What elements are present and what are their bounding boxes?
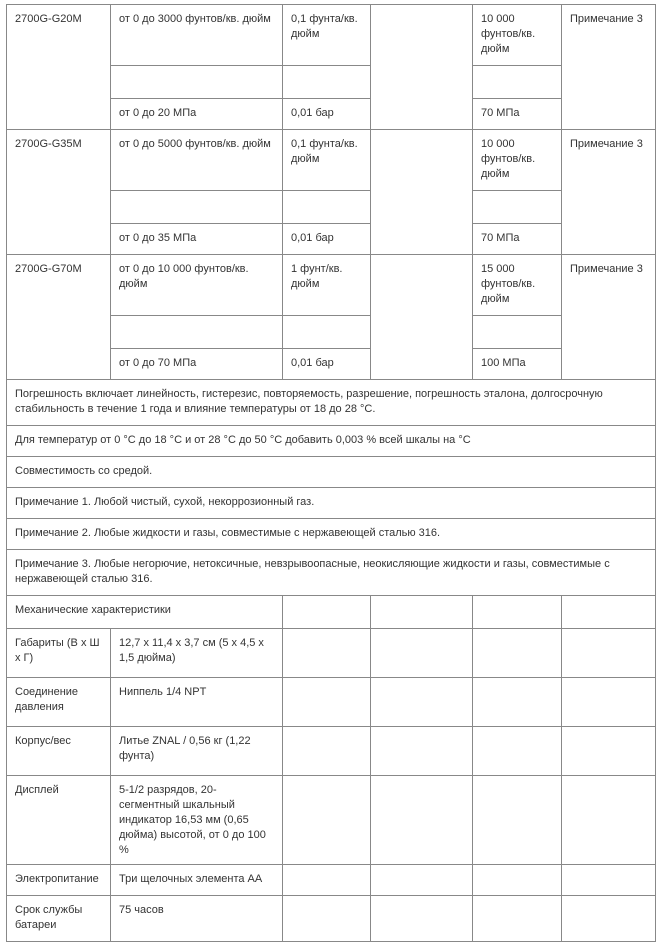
mechanical-header-row xyxy=(7,596,656,629)
empty-cell xyxy=(111,316,283,349)
empty-cell xyxy=(473,776,562,865)
empty-cell xyxy=(283,727,371,776)
empty-cell xyxy=(371,5,473,130)
psi-range: от 0 до 3000 фунтов/кв. дюйм xyxy=(111,5,283,66)
media-note: Примечание 3 xyxy=(562,5,656,130)
empty-cell xyxy=(473,596,562,629)
note-row xyxy=(7,519,656,550)
accuracy-note: Погрешность включает линейность, гистерезис, повторяемость, разрешение, погрешность эталона, долгосрочную стабильность в течение 1 года и влияние температуры от 18 до 28 °C. xyxy=(7,380,656,426)
psi-resolution: 1 фунт/кв. дюйм xyxy=(283,255,371,316)
empty-cell xyxy=(562,629,656,678)
mechanical-row xyxy=(7,678,656,727)
empty-cell xyxy=(473,727,562,776)
spec-label: Электропитание xyxy=(7,865,111,896)
note-row xyxy=(7,550,656,596)
spec-value: Литье ZNAL / 0,56 кг (1,22 фунта) xyxy=(111,727,283,776)
psi-resolution: 0,1 фунта/кв. дюйм xyxy=(283,130,371,191)
note-row xyxy=(7,488,656,519)
temperature-note: Для температур от 0 °C до 18 °C и от 28 °C до 50 °C добавить 0,003 % всей шкалы на °C xyxy=(7,426,656,457)
mpa-burst: 70 МПа xyxy=(473,99,562,130)
mpa-resolution: 0,01 бар xyxy=(283,99,371,130)
empty-cell xyxy=(283,191,371,224)
empty-cell xyxy=(473,896,562,942)
spec-value: Три щелочных элемента AA xyxy=(111,865,283,896)
empty-cell xyxy=(562,727,656,776)
mechanical-row xyxy=(7,727,656,776)
media-compatibility-note: Совместимость со средой. xyxy=(7,457,656,488)
mechanical-row xyxy=(7,896,656,942)
spec-value: 75 часов xyxy=(111,896,283,942)
psi-resolution: 0,1 фунта/кв. дюйм xyxy=(283,5,371,66)
note-1: Примечание 1. Любой чистый, сухой, некоррозионный газ. xyxy=(7,488,656,519)
note-2: Примечание 2. Любые жидкости и газы, совместимые с нержавеющей сталью 316. xyxy=(7,519,656,550)
psi-burst: 15 000 фунтов/кв. дюйм xyxy=(473,255,562,316)
empty-cell xyxy=(371,896,473,942)
spec-value: 5-1/2 разрядов, 20-сегментный шкальный индикатор 16,53 мм (0,65 дюйма) высотой, от 0 до 100 % xyxy=(111,776,283,865)
media-note: Примечание 3 xyxy=(562,130,656,255)
empty-cell xyxy=(283,896,371,942)
note-3: Примечание 3. Любые негорючие, нетоксичные, невзрывоопасные, неокисляющие жидкости и газы, совместимые с нержавеющей сталью 316. xyxy=(7,550,656,596)
empty-cell xyxy=(283,316,371,349)
spec-label: Соединение давления xyxy=(7,678,111,727)
spec-label: Дисплей xyxy=(7,776,111,865)
empty-cell xyxy=(562,678,656,727)
psi-burst: 10 000 фунтов/кв. дюйм xyxy=(473,5,562,66)
empty-cell xyxy=(371,776,473,865)
mpa-resolution: 0,01 бар xyxy=(283,349,371,380)
empty-cell xyxy=(473,191,562,224)
empty-cell xyxy=(473,678,562,727)
empty-cell xyxy=(371,865,473,896)
empty-cell xyxy=(562,776,656,865)
model-row xyxy=(7,5,656,66)
mechanical-row xyxy=(7,776,656,865)
media-note: Примечание 3 xyxy=(562,255,656,380)
mechanical-row xyxy=(7,629,656,678)
model-name: 2700G-G70M xyxy=(7,255,111,380)
model-row xyxy=(7,130,656,191)
model-name: 2700G-G20M xyxy=(7,5,111,130)
mpa-burst: 70 МПа xyxy=(473,224,562,255)
empty-cell xyxy=(283,865,371,896)
empty-cell xyxy=(283,629,371,678)
mechanical-heading: Механические характеристики xyxy=(7,596,283,629)
empty-cell xyxy=(283,678,371,727)
mpa-burst: 100 МПа xyxy=(473,349,562,380)
spec-value: Ниппель 1/4 NPT xyxy=(111,678,283,727)
empty-cell xyxy=(371,130,473,255)
note-row xyxy=(7,457,656,488)
empty-cell xyxy=(473,629,562,678)
empty-cell xyxy=(111,191,283,224)
empty-cell xyxy=(562,865,656,896)
spec-label: Срок службы батареи xyxy=(7,896,111,942)
empty-cell xyxy=(371,629,473,678)
empty-cell xyxy=(473,66,562,99)
mpa-range: от 0 до 35 МПа xyxy=(111,224,283,255)
empty-cell xyxy=(111,66,283,99)
empty-cell xyxy=(371,727,473,776)
mpa-range: от 0 до 20 МПа xyxy=(111,99,283,130)
note-row xyxy=(7,380,656,426)
empty-cell xyxy=(371,678,473,727)
spec-label: Корпус/вес xyxy=(7,727,111,776)
empty-cell xyxy=(371,596,473,629)
empty-cell xyxy=(473,865,562,896)
mechanical-row xyxy=(7,865,656,896)
spec-value: 12,7 x 11,4 x 3,7 см (5 x 4,5 x 1,5 дюйма) xyxy=(111,629,283,678)
specifications-table xyxy=(6,4,656,942)
spec-label: Габариты (В х Ш х Г) xyxy=(7,629,111,678)
mpa-resolution: 0,01 бар xyxy=(283,224,371,255)
model-name: 2700G-G35M xyxy=(7,130,111,255)
psi-range: от 0 до 10 000 фунтов/кв. дюйм xyxy=(111,255,283,316)
empty-cell xyxy=(283,596,371,629)
psi-range: от 0 до 5000 фунтов/кв. дюйм xyxy=(111,130,283,191)
empty-cell xyxy=(283,776,371,865)
empty-cell xyxy=(562,596,656,629)
empty-cell xyxy=(283,66,371,99)
empty-cell xyxy=(562,896,656,942)
psi-burst: 10 000 фунтов/кв. дюйм xyxy=(473,130,562,191)
note-row xyxy=(7,426,656,457)
empty-cell xyxy=(473,316,562,349)
mpa-range: от 0 до 70 МПа xyxy=(111,349,283,380)
model-row xyxy=(7,255,656,316)
empty-cell xyxy=(371,255,473,380)
